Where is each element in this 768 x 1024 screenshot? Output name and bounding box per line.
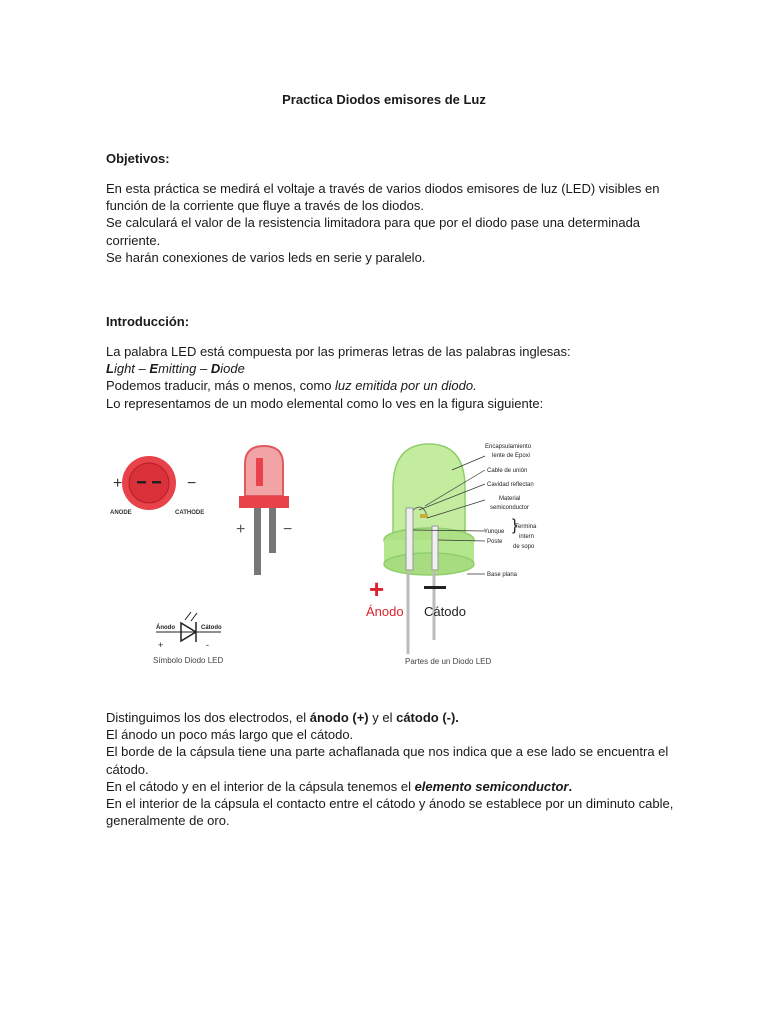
introduccion-paragraph	[106, 343, 666, 412]
text-span: Podemos traducir, más o menos, como	[106, 378, 336, 394]
bold-italic-text: elemento semiconductor	[414, 778, 569, 794]
part-label: Yunque	[484, 529, 505, 535]
led-side-base	[239, 496, 289, 508]
text-line: En esta práctica se medirá el voltaje a través de varios diodos emisores de luz (LED) visibles en	[106, 181, 660, 196]
bold-text: cátodo (-).	[396, 710, 459, 725]
part-label: Cable de unión	[487, 468, 528, 474]
text-line: corriente.	[106, 232, 161, 248]
text-line: El ánodo un poco más largo que el cátodo.	[106, 727, 354, 743]
symbol-minus-label: -	[206, 640, 209, 650]
led-post	[432, 526, 438, 570]
acronym-rest: iode	[220, 361, 245, 377]
acronym-rest: mitting	[158, 361, 197, 377]
acronym-sep: –	[196, 361, 211, 377]
part-label: Cavidad reflectan	[487, 482, 534, 488]
part-label: intern	[519, 534, 535, 540]
led-symbol	[153, 612, 223, 665]
text-line	[106, 778, 666, 795]
light-arrow-icon	[191, 613, 197, 621]
led-top-view	[110, 456, 204, 516]
objetivos-heading: Objetivos:	[106, 151, 170, 166]
led-side-inner	[256, 458, 263, 486]
led-top-electrode	[137, 481, 146, 484]
emphasis-text: luz emitida por un diodo.	[335, 378, 477, 394]
anode-plus-sign: +	[369, 574, 385, 604]
top-plus-label: +	[113, 475, 123, 492]
text-line: En el interior de la cápsula el contacto entre el cátodo y ánodo se establece por un diminuto cable,	[106, 796, 674, 812]
led-side-anode-lead	[254, 508, 261, 575]
led-top-inner-circle	[129, 463, 169, 503]
catodo-label: Cátodo	[424, 604, 466, 619]
symbol-anodo-label: Ánodo	[156, 625, 175, 631]
acronym-rest: ight	[113, 361, 135, 377]
acronym-letter: D	[210, 361, 221, 377]
semiconductor-chip	[420, 514, 428, 518]
part-label: Termina	[515, 524, 537, 530]
acronym-line	[106, 360, 666, 377]
text-span: .	[568, 778, 573, 794]
objetivos-paragraph	[106, 180, 666, 266]
bold-text: ánodo (+)	[309, 710, 369, 725]
part-label: lente de Epoxi	[492, 453, 531, 459]
acronym-sep: –	[134, 361, 150, 377]
part-label: Material	[499, 496, 521, 502]
text-line	[106, 377, 666, 394]
anode-label: ANODE	[110, 510, 132, 516]
text-span: y el	[368, 710, 397, 725]
side-minus-label: −	[283, 521, 293, 538]
led-top-electrode	[152, 481, 161, 484]
cathode-label: CATHODE	[175, 510, 205, 516]
text-line: Se calculará el valor de la resistencia limitadora para que por el diodo pase una determinada	[106, 215, 641, 231]
text-line: Se harán conexiones de varios leds en serie y paralelo.	[106, 249, 426, 265]
part-label: Encapsulamiento	[485, 444, 532, 450]
acronym-letter: L	[106, 361, 114, 377]
text-span: Distinguimos los dos electrodos, el	[106, 710, 310, 725]
text-line: función de la corriente que fluye a través de los diodos.	[106, 198, 424, 214]
symbol-plus-label: +	[158, 640, 164, 650]
anodo-label: Ánodo	[366, 604, 404, 619]
part-label: de sopo	[513, 544, 535, 550]
parts-caption: Partes de un Diodo LED	[405, 657, 492, 666]
part-label: Poste	[487, 539, 503, 545]
brace-icon: }	[512, 517, 518, 534]
led-side-cathode-lead	[269, 508, 276, 553]
led-anvil	[406, 508, 413, 570]
cathode-minus-sign	[424, 586, 446, 589]
symbol-caption: Símbolo Diodo LED	[153, 656, 224, 665]
symbol-catodo-label: Cátodo	[201, 625, 222, 631]
text-line: Lo representamos de un modo elemental como lo ves en la figura siguiente:	[106, 395, 544, 411]
led-figure-svg	[107, 428, 539, 673]
introduccion-heading: Introducción:	[106, 314, 190, 329]
led-figure	[107, 428, 539, 673]
side-plus-label: +	[236, 521, 246, 538]
led-side-body	[245, 446, 283, 496]
part-label: semiconductor	[490, 505, 530, 511]
text-line	[106, 709, 666, 726]
acronym-letter: E	[149, 361, 159, 377]
page-title: Practica Diodos emisores de Luz	[282, 92, 486, 107]
text-line: El borde de la cápsula tiene una parte achaflanada que nos indica que a ese lado se encuentra el	[106, 744, 669, 760]
text-line: La palabra LED está compuesta por las primeras letras de las palabras inglesas:	[106, 344, 571, 359]
part-label: Base plana	[487, 572, 518, 578]
text-line: cátodo.	[106, 761, 149, 777]
electrodes-paragraph	[106, 709, 674, 829]
text-line: generalmente de oro.	[106, 813, 230, 829]
top-minus-label: −	[187, 475, 197, 492]
led-parts-diagram	[366, 444, 537, 666]
led-base-flat	[384, 553, 474, 575]
led-side-view	[236, 446, 292, 575]
text-span: En el cátodo y en el interior de la cápsula tenemos el	[106, 778, 415, 794]
light-arrow-icon	[185, 612, 191, 620]
